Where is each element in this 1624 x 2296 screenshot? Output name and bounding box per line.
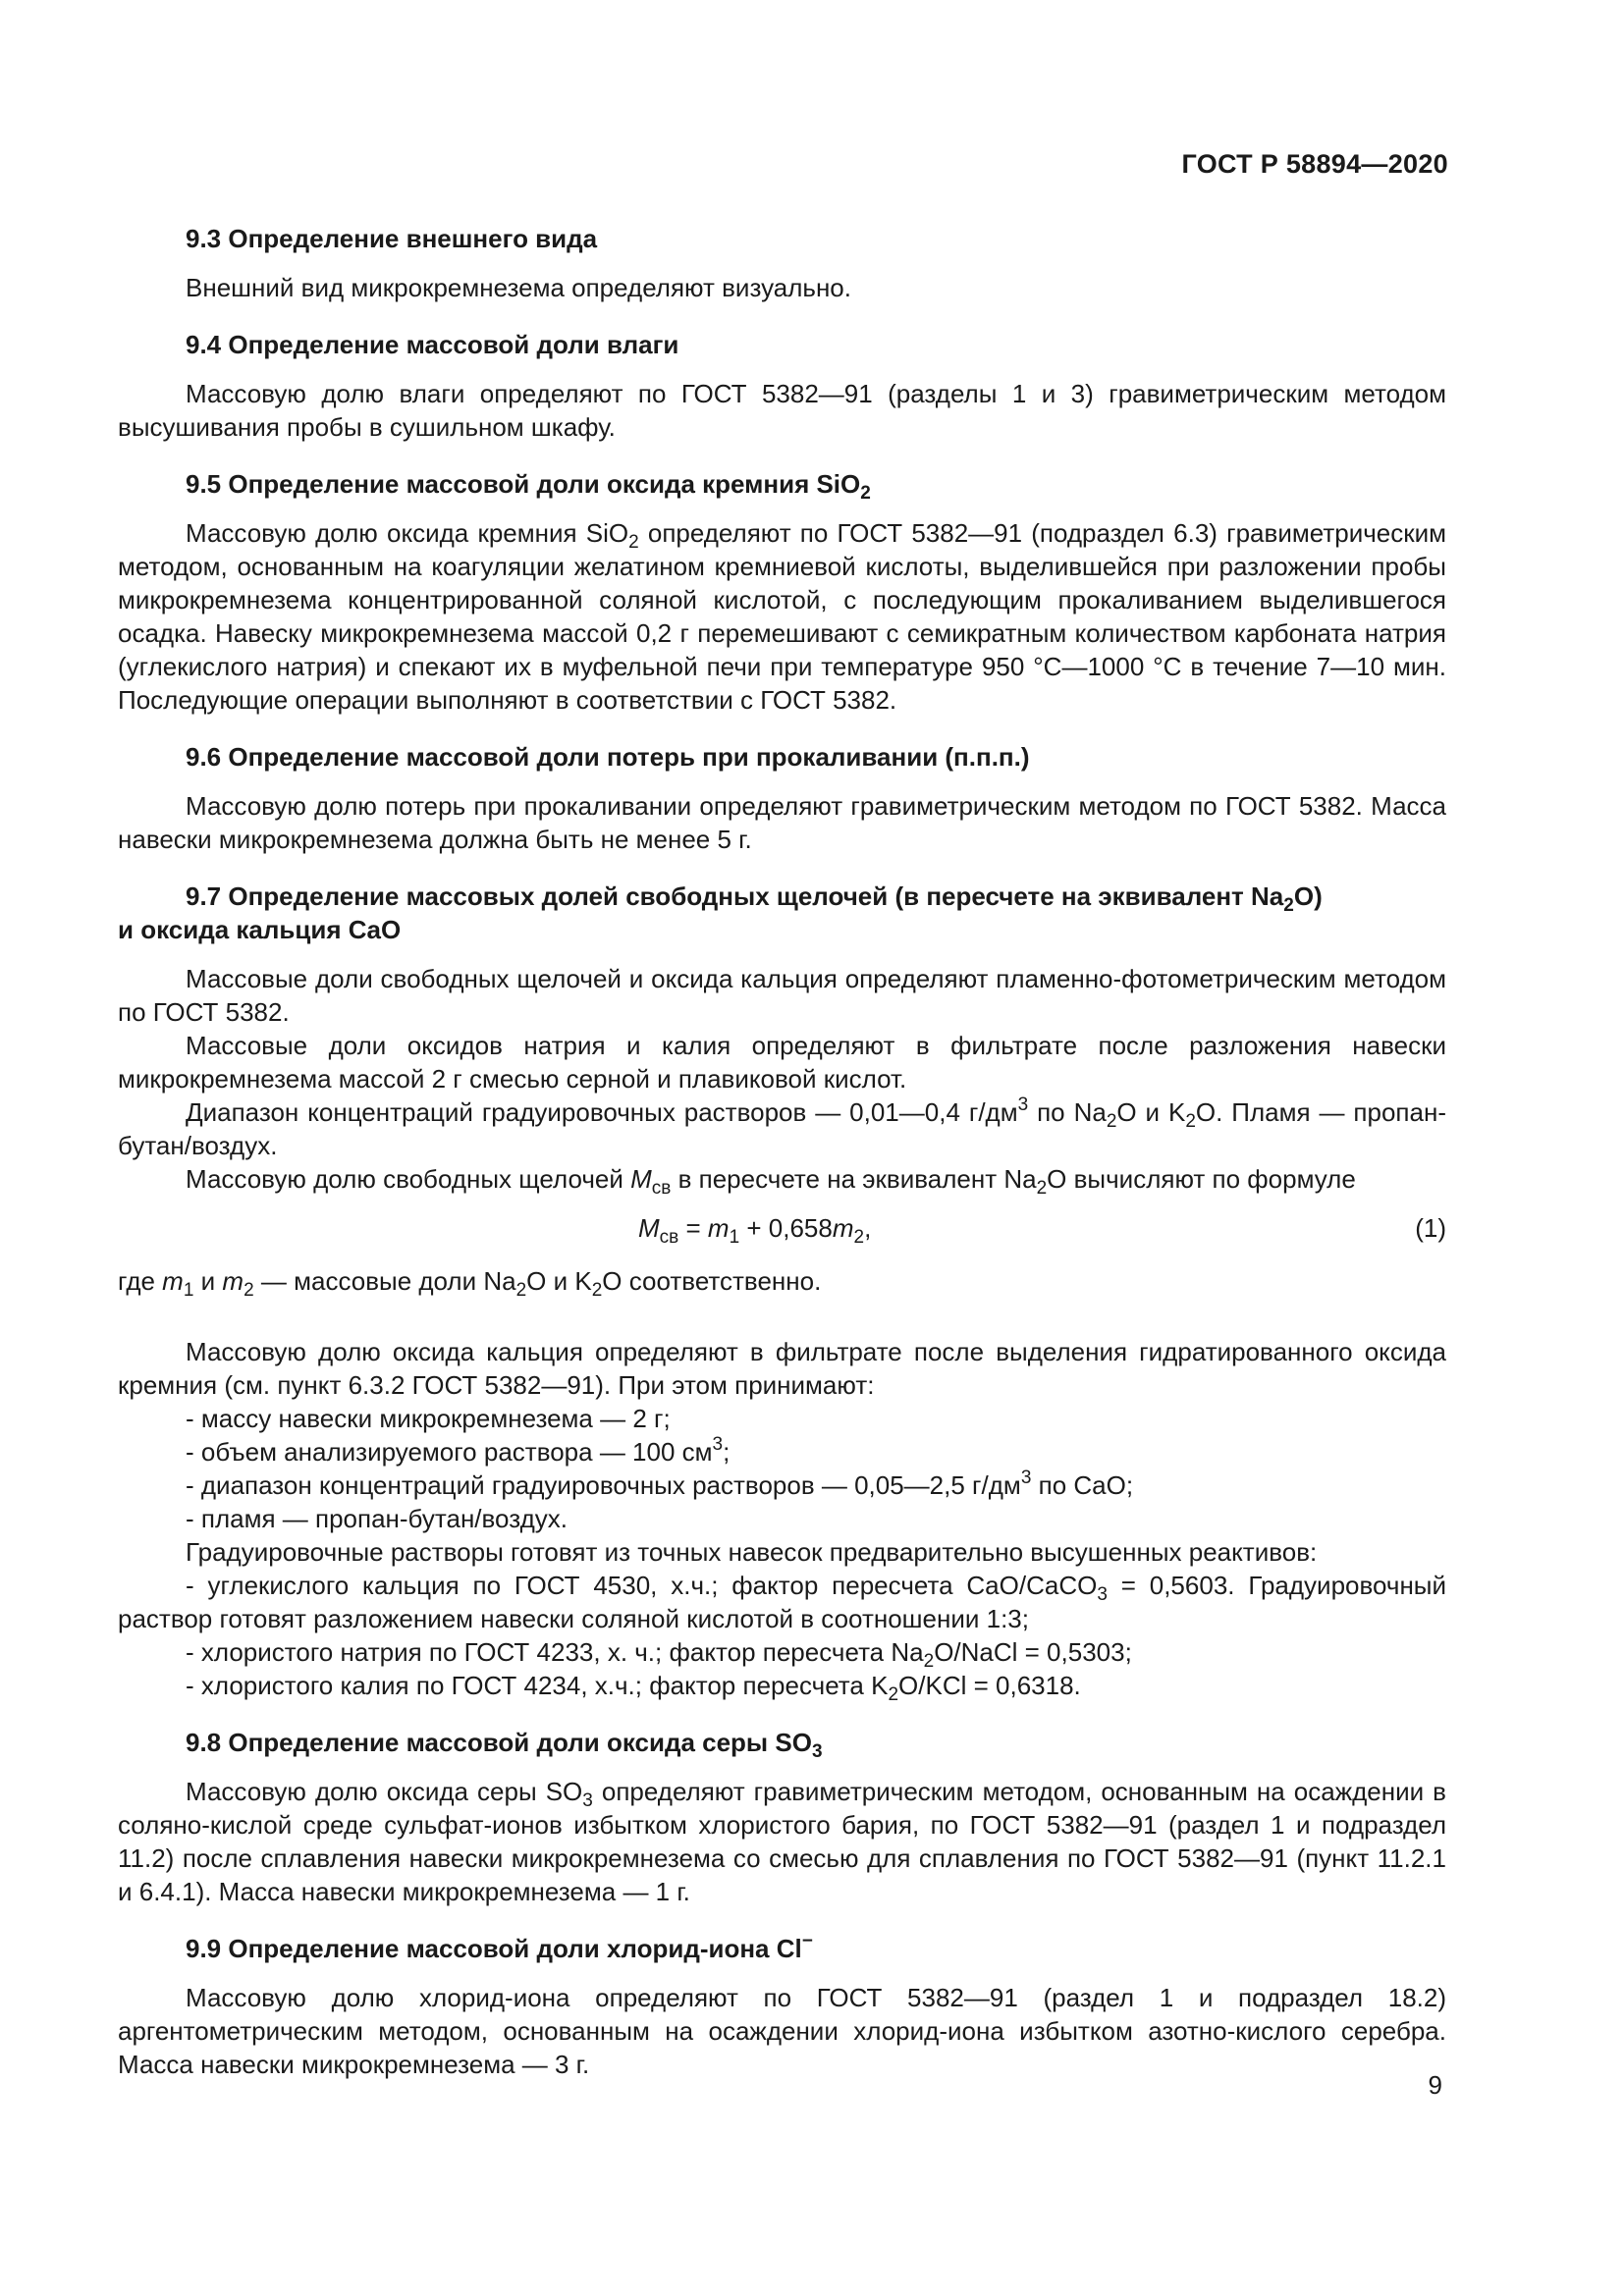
paragraph: Массовую долю свободных щелочей $M_{св}$ в пересчете на эквивалент $Na_2O$ вычисляют по формуле [186, 1164, 1356, 1199]
list-item: - объем анализируемого раствора — 100 $см^3$; [186, 1434, 731, 1467]
formula: $M_{св} = m_1 + 0,658m_2$, [638, 1213, 872, 1248]
section-9-8 [118, 1726, 1446, 1908]
paragraph: Массовую долю хлорид-иона определяют по ГОСТ 5382—91 (раздел 1 и подраздел 18.2) аргентометрическим методом, основанным на осаждении хлорид-иона избытком азотно-кислого серебра. Масса навески микрокремнезема — 3 г. [118, 1983, 1446, 2079]
list-item: - диапазон концентраций градуировочных растворов — 0,05—2,5 $г/дм^3$ по CaO; [186, 1468, 1134, 1500]
paragraph: Массовую долю оксида кальция определяют в фильтрате после выделения гидратированного оксида кремния (см. пункт 6.3.2 ГОСТ 5382—91). При этом принимают: [118, 1337, 1446, 1400]
section-title: 9.9 Определение массовой доли хлорид-иона Cl− [186, 1931, 813, 1963]
page-number: 9 [1428, 2070, 1442, 2100]
list-item: - пламя — пропан-бутан/воздух. [186, 1504, 568, 1533]
paragraph: Диапазон концентраций градуировочных растворов — 0,01—0,4 $г/дм^3$ по $Na_2O$ и $K_2O$. Пламя — пропан-бутан/воздух. [118, 1095, 1446, 1160]
page-content [118, 222, 1446, 2105]
paragraph: Массовые доли оксидов натрия и калия определяют в фильтрате после разложения навески микрокремнезема массой 2 г смесью серной и плавиковой кислот. [118, 1031, 1446, 1094]
section-title: 9.6 Определение массовой доли потерь при прокаливании (п.п.п.) [186, 742, 1030, 772]
section-title: 9.5 Определение массовой доли оксида кремния SiO$_2$ [186, 469, 871, 504]
formula-legend: где $m_1$ и $m_2$ — массовые доли $Na_2O$ и $K_2O$ соответственно. [118, 1266, 822, 1301]
section-title: 9.4 Определение массовой доли влаги [186, 330, 679, 359]
paragraph: Массовую долю потерь при прокаливании определяют гравиметрическим методом по ГОСТ 5382. Масса навески микрокремнезема должна быть не менее 5 г. [118, 791, 1446, 854]
equation-number: (1) [1415, 1213, 1446, 1243]
paragraph: Градуировочные растворы готовят из точных навесок предварительно высушенных реактивов: [186, 1537, 1318, 1567]
document-header: ГОСТ Р 58894—2020 [1181, 149, 1448, 179]
list-item: - хлористого калия по ГОСТ 4234, х.ч.; фактор пересчета $K_2O$/KCl = 0,6318. [186, 1671, 1081, 1705]
formula-row [118, 1211, 1446, 1255]
section-9-5 [118, 467, 1446, 717]
paragraph: Массовую долю оксида кремния SiO$_2$ определяют по ГОСТ 5382—91 (подраздел 6.3) гравиметрическим методом, основанным на коагуляции желатином кремниевой кислоты, выделившейся при разложении пробы микрокремнезема концентрированной соляной кислотой, с последующим прокаливанием выделившегося осадка. Навеску микрокремнезема массой 0,2 г перемешивают с семикратным количеством карбоната натрия (углекислого натрия) и спекают их в муфельной печи при температуре 950 °С—1000 °С в течение 7—10 мин. Последующие операции выполняют в соответствии с ГОСТ 5382. [118, 518, 1446, 715]
list-item: - углекислого кальция по ГОСТ 4530, х.ч.; фактор пересчета CaO/CaCO$_3$ = 0,5603. Градуировочный раствор готовят разложением навески соляной кислотой в соотношении 1:3; [118, 1571, 1447, 1633]
list-item: - хлористого натрия по ГОСТ 4233, х. ч.; фактор пересчета $Na_2O$/NaCl = 0,5303; [186, 1637, 1132, 1672]
section-9-3 [118, 222, 1446, 304]
section-title: 9.7 Определение массовых долей свободных щелочей (в пересчете на эквивалент $Na_2O$) и оксида кальция CaO [118, 881, 1323, 944]
list-item: - массу навески микрокремнезема — 2 г; [186, 1404, 671, 1433]
section-9-6 [118, 740, 1446, 856]
section-9-7 [118, 880, 1447, 1705]
section-9-9 [118, 1932, 1446, 2081]
paragraph: Массовую долю влаги определяют по ГОСТ 5382—91 (разделы 1 и 3) гравиметрическим методом высушивания пробы в сушильном шкафу. [118, 379, 1446, 442]
section-title: 9.3 Определение внешнего вида [186, 224, 598, 253]
paragraph: Массовую долю оксида серы $SO_3$ определяют гравиметрическим методом, основанным на осаждении в соляно-кислой среде сульфат-ионов избытком хлористого бария, по ГОСТ 5382—91 (раздел 1 и подраздел 11.2) после сплавления навески микрокремнезема со смесью для сплавления по ГОСТ 5382—91 (пункт 11.2.1 и 6.4.1). Масса навески микрокремнезема — 1 г. [118, 1777, 1446, 1906]
section-9-4 [118, 328, 1446, 444]
paragraph: Внешний вид микрокремнезема определяют визуально. [186, 273, 851, 302]
section-title: 9.8 Определение массовой доли оксида серы $SO_3$ [186, 1728, 823, 1762]
paragraph: Массовые доли свободных щелочей и оксида кальция определяют пламенно-фотометрическим методом по ГОСТ 5382. [118, 964, 1446, 1027]
